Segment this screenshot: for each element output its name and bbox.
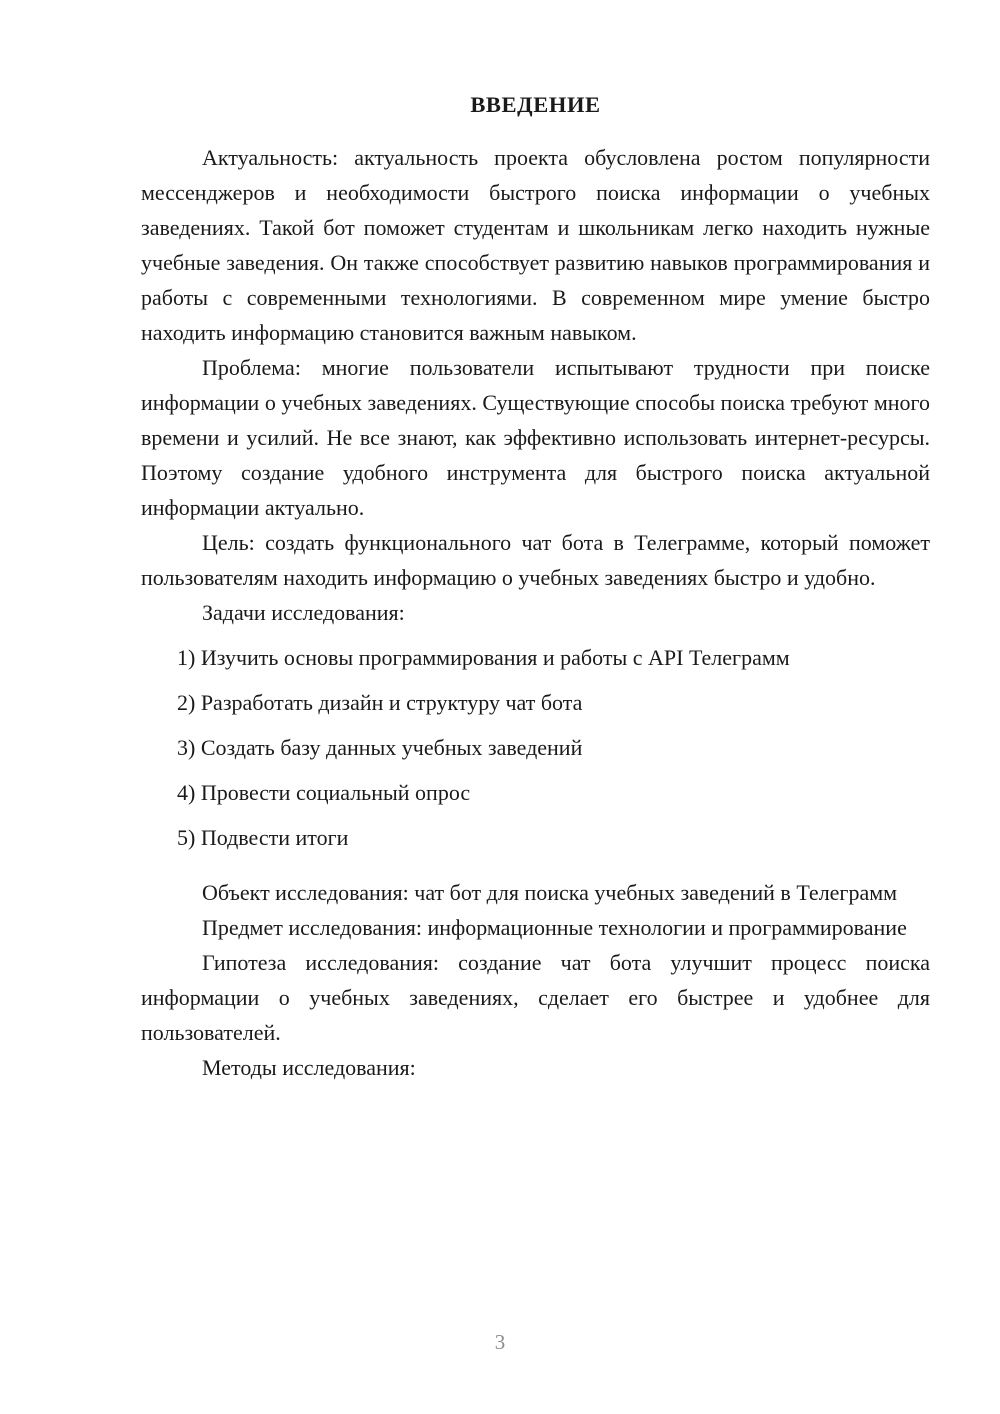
methods-heading: Методы исследования: [202,1055,416,1080]
paragraph-object: Объект исследования: чат бот для поиска учебных заведений в Телеграмм [202,880,898,905]
list-item: 3) Создать базу данных учебных заведений [177,735,583,760]
paragraph-goal: Цель: создать функционального чат бота в Телеграмме, который поможет пользователям находить информацию о учебных заведениях быстро и удобно. [141,530,930,590]
post-list-spacer [141,865,930,875]
paragraph-hypothesis: Гипотеза исследования: создание чат бота улучшит процесс поиска информации о учебных заведениях, сделает его быстрее и удобнее для пользователей. [141,950,930,1045]
tasks-spacer [141,630,930,640]
list-item: 4) Провести социальный опрос [177,780,471,805]
list-item: 5) Подвести итоги [177,825,349,850]
paragraph-relevance: Актуальность: актуальность проекта обусловлена ростом популярности мессенджеров и необходимости быстрого поиска информации о учебных заведениях. Такой бот поможет студентам и школьникам легко находить нужные учебные заведения. Он также способствует развитию навыков программирования и работы с современными технологиями. В современном мире умение быстро находить информацию становится важным навыком. [141,145,930,345]
list-item: 1) Изучить основы программирования и работы с API Телеграмм [177,645,790,670]
page-number: 3 [494,1330,506,1354]
paragraph-problem: Проблема: многие пользователи испытывают трудности при поиске информации о учебных заведениях. Существующие способы поиска требуют много времени и усилий. Не все знают, как эффективно использовать интернет-ресурсы. Поэтому создание удобного инструмента для быстрого поиска актуальной информации актуально. [141,355,930,520]
tasks-heading: Задачи исследования: [202,600,405,625]
paragraph-subject: Предмет исследования: информационные технологии и программирование [202,915,907,940]
page-title: ВВЕДЕНИЕ [470,92,601,117]
page-content [141,88,930,1085]
tasks-list [141,640,930,855]
list-item: 2) Разработать дизайн и структуру чат бота [177,690,583,715]
